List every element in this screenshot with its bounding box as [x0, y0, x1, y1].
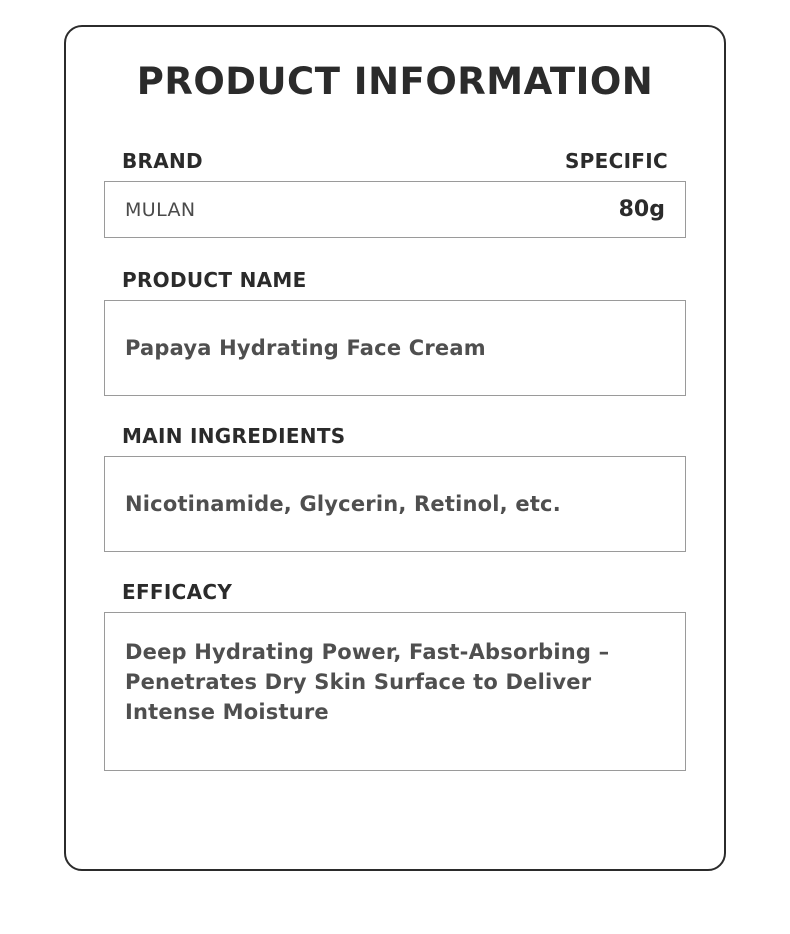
spacer-2 [66, 396, 724, 424]
main-ingredients-label: MAIN INGREDIENTS [122, 424, 346, 448]
efficacy-section [104, 580, 686, 771]
brand-specific-labels [104, 149, 686, 173]
main-ingredients-label-row [104, 424, 686, 448]
brand-label: BRAND [122, 149, 203, 173]
specific-value: 80g [618, 197, 665, 222]
main-ingredients-value: Nicotinamide, Glycerin, Retinol, etc. [125, 492, 561, 516]
product-name-label: PRODUCT NAME [122, 268, 307, 292]
main-ingredients-value-box[interactable] [104, 456, 686, 552]
product-name-value-box[interactable] [104, 300, 686, 396]
main-ingredients-section [104, 424, 686, 552]
specific-label: SPECIFIC [564, 149, 668, 173]
brand-specific-value-box[interactable] [104, 181, 686, 238]
brand-value: MULAN [125, 198, 196, 221]
efficacy-label-row [104, 580, 686, 604]
product-name-label-row [104, 268, 686, 292]
efficacy-value: Deep Hydrating Power, Fast-Absorbing – Penetrates Dry Skin Surface to Deliver Intense Moisture [125, 640, 610, 724]
product-name-section [104, 268, 686, 396]
brand-specific-section [104, 149, 686, 238]
page-title: PRODUCT INFORMATION [136, 60, 654, 103]
spacer-1 [66, 238, 724, 268]
efficacy-label: EFFICACY [122, 580, 233, 604]
product-name-value: Papaya Hydrating Face Cream [125, 336, 486, 360]
spacer-3 [66, 552, 724, 580]
product-information-card [64, 25, 726, 871]
efficacy-value-box[interactable] [104, 612, 686, 771]
